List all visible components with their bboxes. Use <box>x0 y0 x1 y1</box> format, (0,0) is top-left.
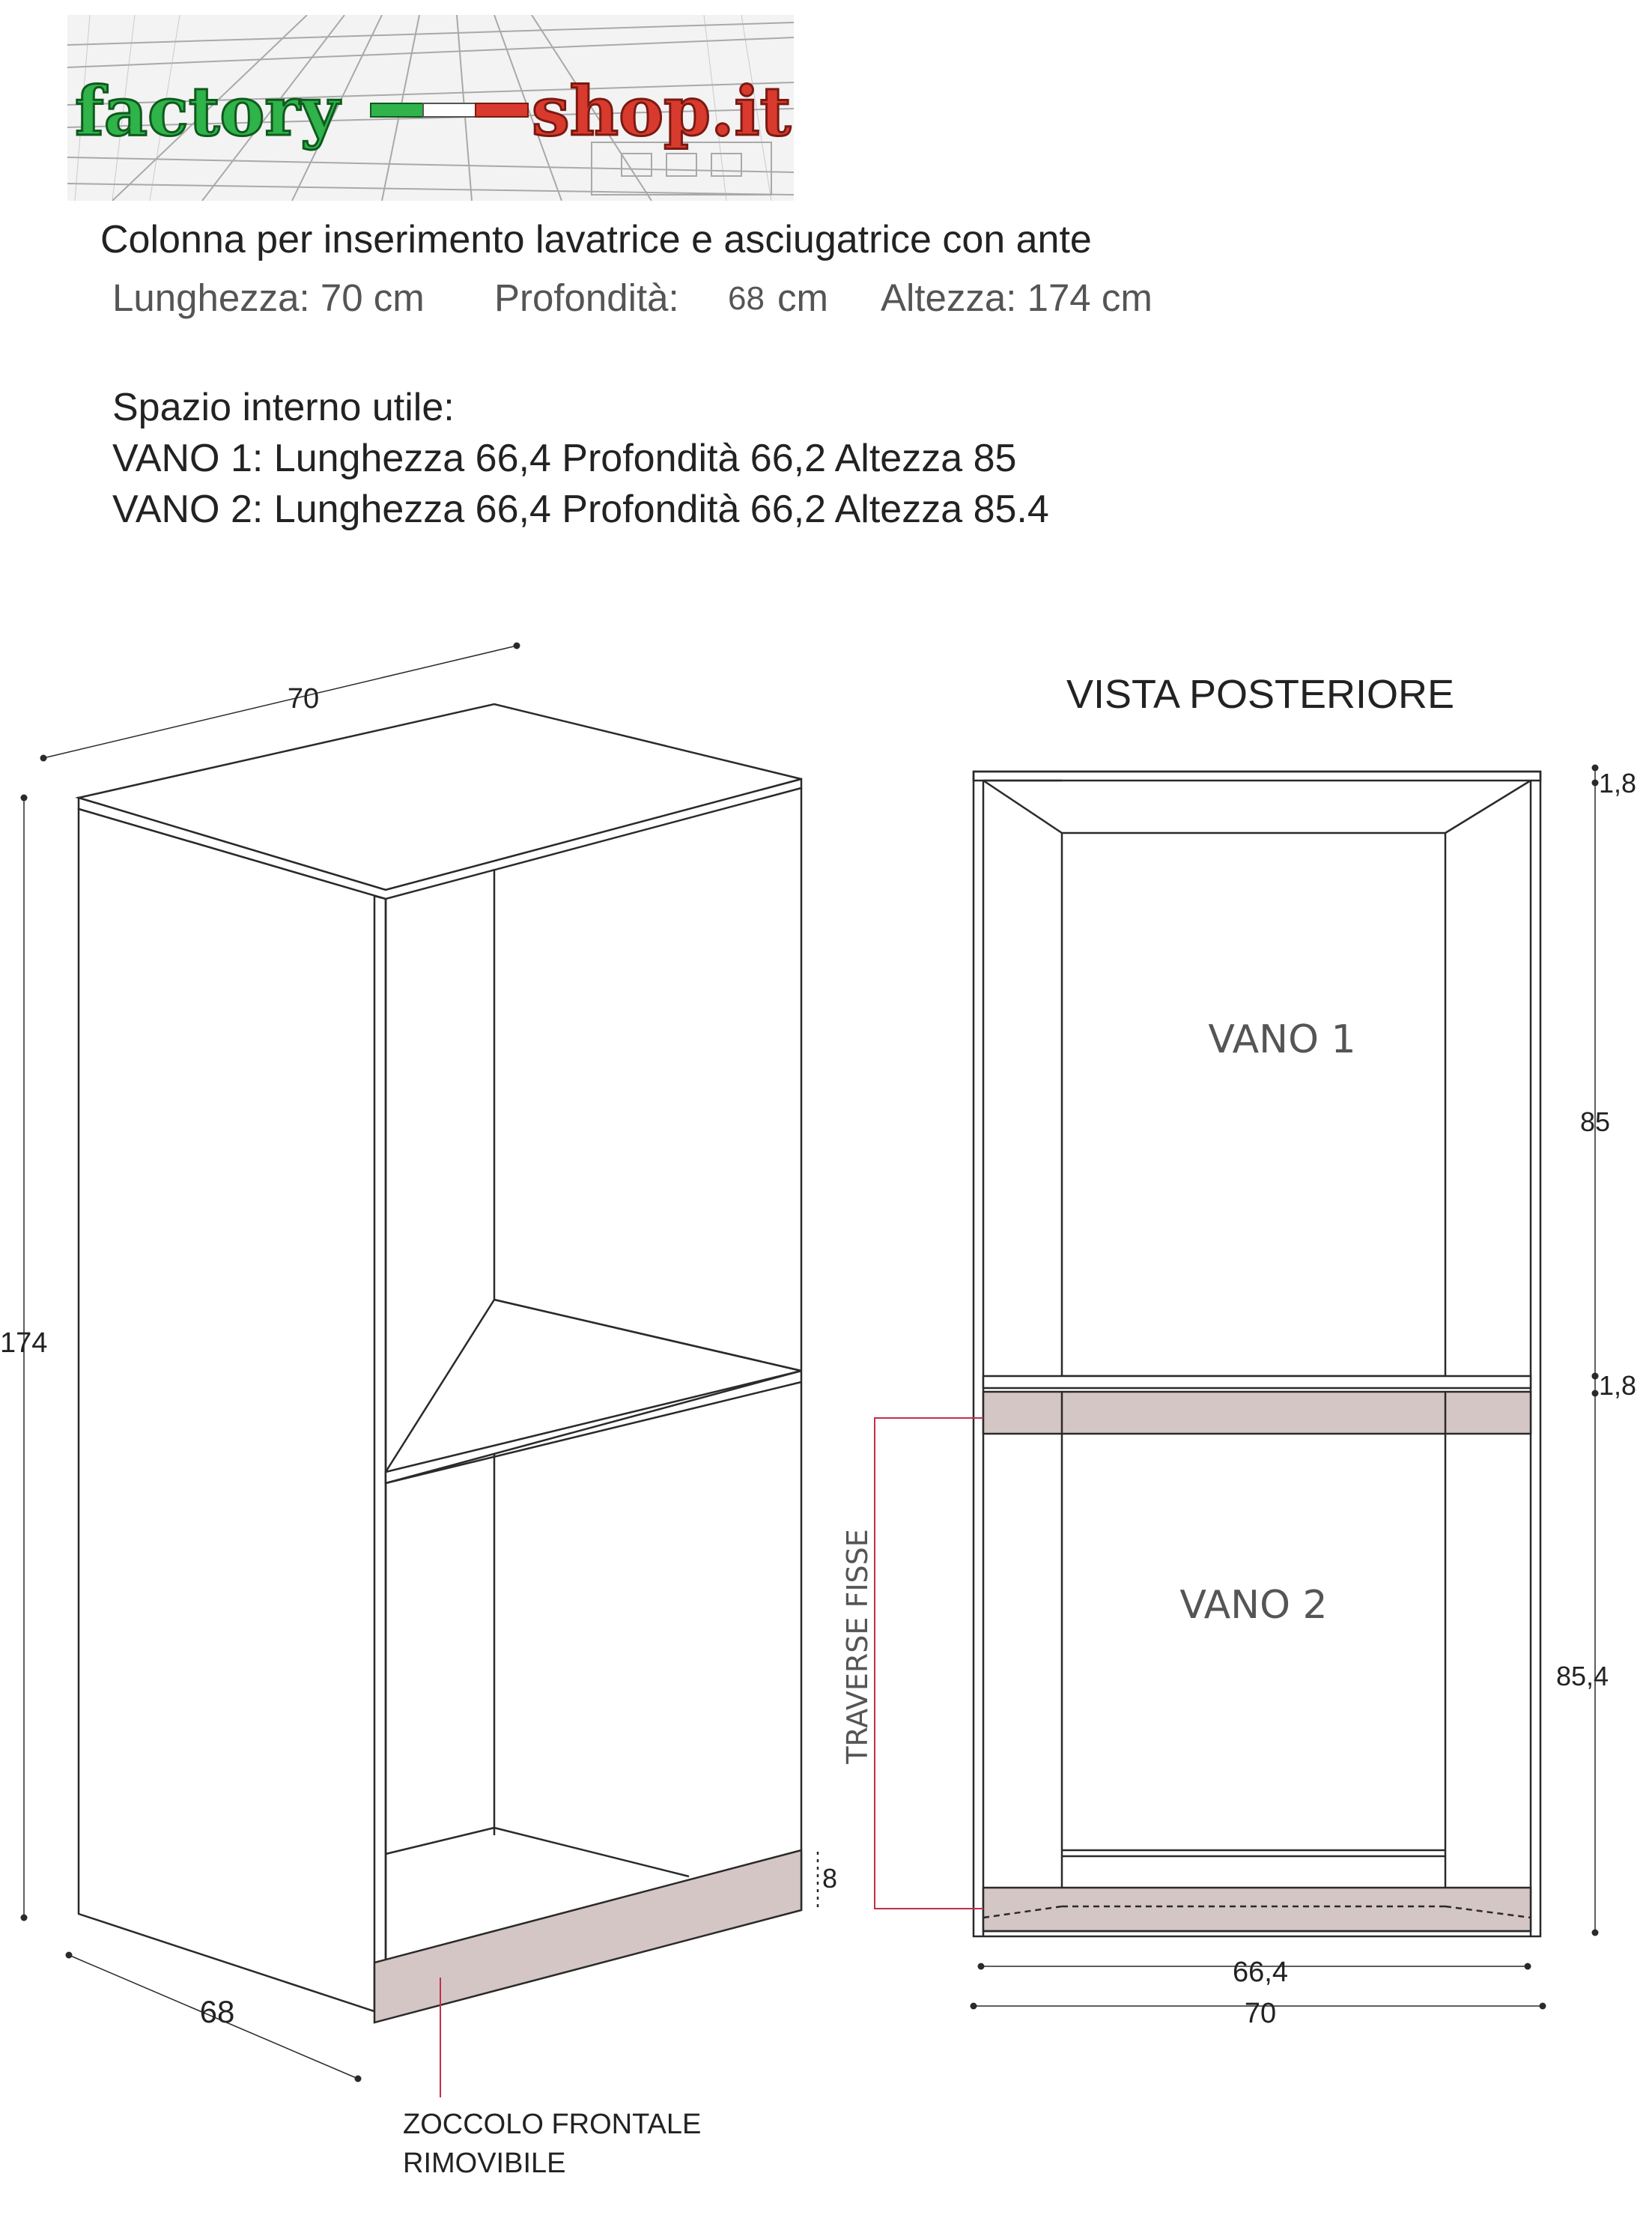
rear-view <box>875 768 1595 2006</box>
vano2-spec-height: 85.4 <box>973 488 1049 531</box>
front-plinth <box>374 1850 801 2023</box>
vano2-label: VANO 2 <box>1179 1583 1328 1628</box>
product-title: Colonna per inserimento lavatrice e asciugatrice con ante <box>100 218 1092 261</box>
front-width-label: 70 <box>287 683 320 715</box>
crossbars-label: TRAVERSE FISSE <box>841 1529 874 1764</box>
interior-title: Spazio interno utile: <box>112 386 455 429</box>
left-side-panel <box>79 809 386 2015</box>
plinth-callout-line1: ZOCCOLO FRONTALE <box>403 2109 702 2140</box>
front-height-label: 174 <box>0 1327 48 1359</box>
top-thickness-label: 1,8 <box>1599 768 1637 799</box>
rear-outer-frame <box>974 772 1540 1936</box>
depth-label: Profondità: <box>494 276 679 319</box>
vano2-spec-text: VANO 2: Lunghezza 66,4 Profondità 66,2 Altezza <box>112 488 963 531</box>
front-view <box>24 646 818 2097</box>
rear-middle-shelf <box>983 1376 1531 1388</box>
upper-crossbar <box>983 1392 1531 1434</box>
shelf-thickness-label: 1,8 <box>1599 1370 1637 1401</box>
depth-unit: cm <box>777 276 828 319</box>
height-label: Altezza: 174 cm <box>881 276 1153 319</box>
lower-crossbar <box>983 1888 1531 1931</box>
vano1-height-label: 85 <box>1580 1106 1611 1137</box>
logo-text-right: shop.it <box>532 72 792 151</box>
outer-width-label: 70 <box>1244 1998 1277 2029</box>
front-left-edge <box>374 896 386 2015</box>
depth-value: 68 <box>728 280 765 317</box>
front-depth-label: 68 <box>199 1994 235 2029</box>
inner-width-label: 66,4 <box>1233 1957 1288 1988</box>
vano2-height-label: 85,4 <box>1556 1661 1609 1691</box>
plinth-callout-line2: RIMOVIBILE <box>403 2148 566 2179</box>
plinth-height-label: 8 <box>822 1863 838 1894</box>
rear-view-title: VISTA POSTERIORE <box>1066 672 1455 717</box>
logo-text-left: factory <box>75 72 340 151</box>
middle-shelf <box>386 1300 801 1483</box>
length-label: Lunghezza: 70 cm <box>112 276 425 319</box>
vano1-spec-height: 85 <box>973 437 1017 480</box>
vano1-spec-text: VANO 1: Lunghezza 66,4 Profondità 66,2 Altezza <box>112 437 963 480</box>
vano1-label: VANO 1 <box>1208 1017 1356 1062</box>
